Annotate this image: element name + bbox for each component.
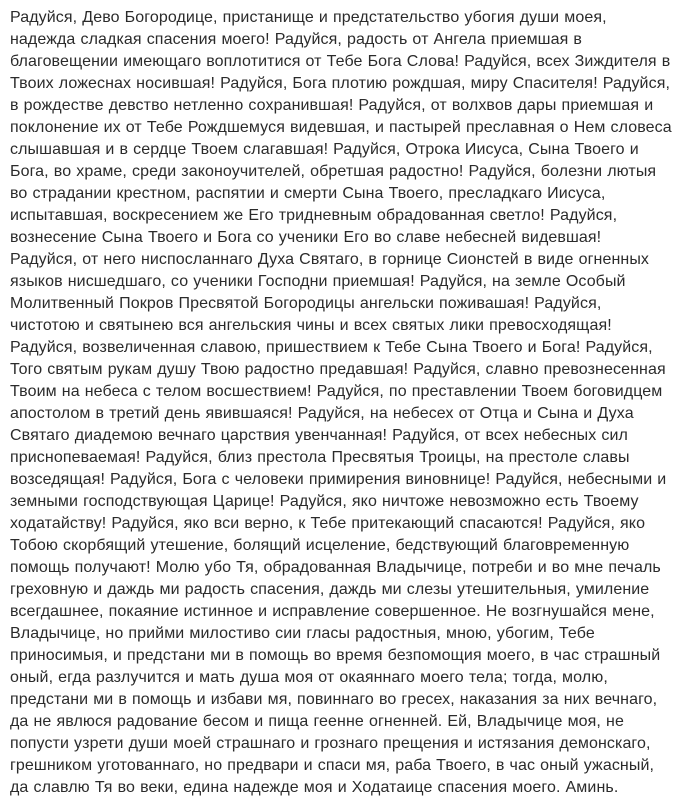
prayer-text: Радуйся, Дево Богородице, пристанище и предстательство убогия души моея, надежда сладкая спасения моего! Радуйся, радость от Ангела приемшая в благовещении имеющаго воплотитися от Тебе Бога Слова! Радуйся, всех Зиждителя в Твоих ложеснах носившая! Радуйся, Бога плотию рождшая, миру Спасителя! Радуйся, в рождестве девство нетленно сохранившая! Радуйся, от волхвов дары приемшая и поклонение их от Тебе Рождшемуся видевшая, и пастырей преславная о Нем словеса слышавшая и в сердце Твоем слагавшая! Радуйся, Отрока Иисуса, Сына Твоего и Бога, во храме, среди законоучителей, обретшая радостно! Радуйся, болезни лютыя во страдании крестном, распятии и смерти Сына Твоего, пресладкаго Иисуса, испытавшая, воскресением же Его тридневным обрадованная светло! Радуйся, вознесение Сына Твоего и Бога со ученики Его во славе небесней видевшая! Радуйся, от него ниспосланнаго Духа Святаго, в горнице Сионстей в виде огненных языков нисшедшаго, со ученики Господни приемшая! Радуйся, на земле Особый Молитвенный Покров Пресвятой Богородицы ангельски поживашая! Радуйся, чистотою и святынею вся ангельския чины и всех святых лики превосходящая! Радуйся, возвеличенная славою, пришествием к Тебе Сына Твоего и Бога! Радуйся, Того святым рукам душу Твою радостно предавшая! Радуйся, славно превознесенная Твоим на небеса с телом восшествием! Радуйся, по преставлении Твоем боговидцем апостолом в третий день явившаяся! Радуйся, на небесех от Отца и Сына и Духа Святаго диадемою вечнаго царствия увенчанная! Радуйся, от всех небесных сил приснопеваемая! Радуйся, близ престола Пресвятыя Троицы, на престоле славы возседящая! Радуйся, Бога с человеки примирения виновнице! Радуйся, небесными и земными господствующая Царице! Радуйся, яко ничтоже невозможно есть Твоему ходатайству! Радуйся, яко вси верно, к Тебе притекающий спасаются! Радуйся, яко Тобою скорбящий утешение, болящий исцеление, бедствующий благовременную помощь получают! Молю убо Тя, обрадованная Владычице, потреби и во мне печаль греховную и даждь ми радость спасения, даждь ми слезы утешительныя, умиление всегдашнее, покаяние истинное и исправление совершенное. Не возгнушайся мене, Владычице, но прийми милостиво сии гласы радостныя, мною, убогим, Тебе приносимыя, и предстани ми в помощь во время безпомощия моего, в час страшный оный, егда разлучится и мать душа моя от окаяннаго моего тела; тогда, молю, предстани ми в помощь и избави мя, повиннаго во гресех, наказания за них вечнаго, да не явлюся радование бесом и пища геенне огненней. Ей, Владычице моя, не попусти узрети души моей страшнаго и грознаго прещения и истязания демонскаго, грешником уготованнаго, но предвари и спаси мя, раба Твоего, в час оный ужасный, да славлю Тя во веки, едина надежде моя и Ходатаице спасения моего. Аминь.	[10, 9, 672, 796]
